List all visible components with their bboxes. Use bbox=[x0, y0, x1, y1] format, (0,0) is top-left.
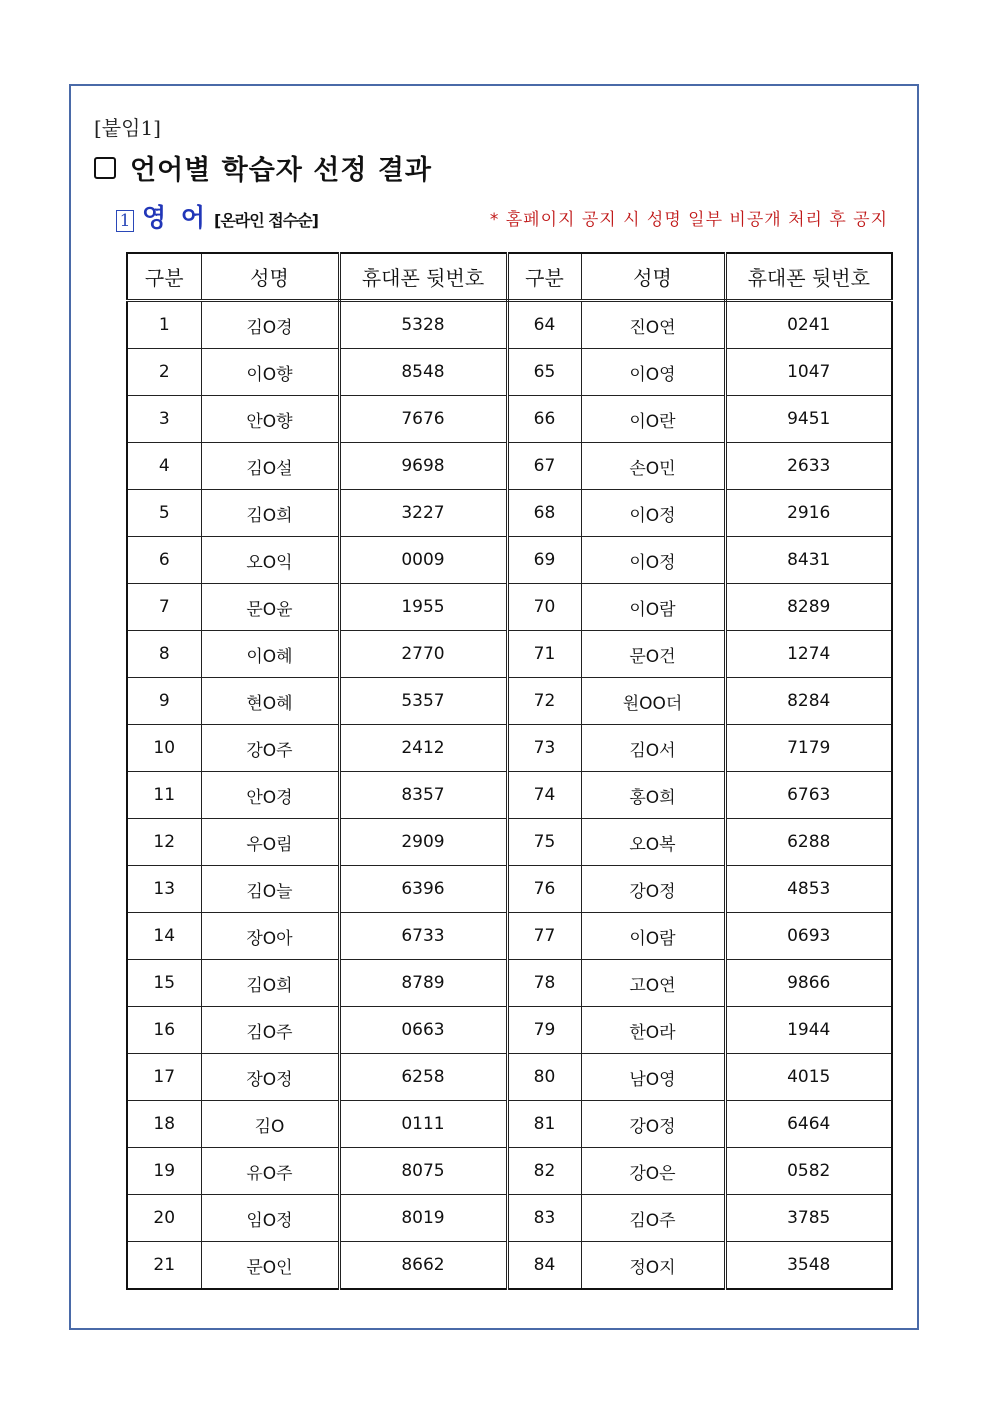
table-cell: 우O림 bbox=[201, 819, 339, 866]
table-row bbox=[127, 819, 892, 866]
table-cell: 강O주 bbox=[201, 725, 339, 772]
table-cell: 2412 bbox=[339, 725, 507, 772]
table-cell: 80 bbox=[507, 1054, 581, 1101]
table-cell: 1274 bbox=[725, 631, 892, 678]
table-cell: 1 bbox=[127, 301, 201, 349]
table-cell: 김O설 bbox=[201, 443, 339, 490]
table-cell: 77 bbox=[507, 913, 581, 960]
table-cell: 이O혜 bbox=[201, 631, 339, 678]
table-cell: 0009 bbox=[339, 537, 507, 584]
table-row bbox=[127, 1054, 892, 1101]
table-cell: 손O민 bbox=[581, 443, 725, 490]
table-cell: 오O익 bbox=[201, 537, 339, 584]
table-cell: 73 bbox=[507, 725, 581, 772]
header-name-left: 성명 bbox=[201, 253, 339, 301]
table-row bbox=[127, 537, 892, 584]
table-body bbox=[127, 301, 892, 1290]
table-cell: 안O향 bbox=[201, 396, 339, 443]
table-cell: 8 bbox=[127, 631, 201, 678]
table-cell: 5328 bbox=[339, 301, 507, 349]
table-cell: 2909 bbox=[339, 819, 507, 866]
title-row bbox=[94, 148, 432, 187]
table-row bbox=[127, 443, 892, 490]
section-number: 1 bbox=[116, 210, 134, 232]
table-cell: 6 bbox=[127, 537, 201, 584]
table-cell: 강O은 bbox=[581, 1148, 725, 1195]
table-cell: 문O윤 bbox=[201, 584, 339, 631]
table-cell: 김O희 bbox=[201, 960, 339, 1007]
table-cell: 장O아 bbox=[201, 913, 339, 960]
table-cell: 김O주 bbox=[201, 1007, 339, 1054]
table-cell: 9698 bbox=[339, 443, 507, 490]
table-cell: 2770 bbox=[339, 631, 507, 678]
privacy-notice: * 홈페이지 공지 시 성명 일부 비공개 처리 후 공지 bbox=[489, 210, 888, 230]
table-cell: 김O경 bbox=[201, 301, 339, 349]
table-cell: 68 bbox=[507, 490, 581, 537]
table-cell: 1047 bbox=[725, 349, 892, 396]
table-cell: 장O정 bbox=[201, 1054, 339, 1101]
table-cell: 유O주 bbox=[201, 1148, 339, 1195]
table-cell: 3548 bbox=[725, 1242, 892, 1290]
table-row bbox=[127, 1242, 892, 1290]
table-cell: 김O bbox=[201, 1101, 339, 1148]
table-cell: 78 bbox=[507, 960, 581, 1007]
table-cell: 6288 bbox=[725, 819, 892, 866]
table-cell: 김O희 bbox=[201, 490, 339, 537]
table-cell: 한O라 bbox=[581, 1007, 725, 1054]
table-cell: 8431 bbox=[725, 537, 892, 584]
table-cell: 이O영 bbox=[581, 349, 725, 396]
table-cell: 8548 bbox=[339, 349, 507, 396]
table-cell: 5 bbox=[127, 490, 201, 537]
table-cell: 6258 bbox=[339, 1054, 507, 1101]
table-row bbox=[127, 490, 892, 537]
table-cell: 16 bbox=[127, 1007, 201, 1054]
table-cell: 7179 bbox=[725, 725, 892, 772]
table-cell: 오O복 bbox=[581, 819, 725, 866]
table-row bbox=[127, 960, 892, 1007]
table-cell: 6396 bbox=[339, 866, 507, 913]
section-heading bbox=[116, 198, 318, 234]
table-cell: 이O정 bbox=[581, 537, 725, 584]
table-header-row bbox=[127, 253, 892, 301]
table-cell: 6763 bbox=[725, 772, 892, 819]
table-cell: 9866 bbox=[725, 960, 892, 1007]
table-cell: 강O정 bbox=[581, 866, 725, 913]
table-row bbox=[127, 678, 892, 725]
table-cell: 6733 bbox=[339, 913, 507, 960]
table-cell: 84 bbox=[507, 1242, 581, 1290]
table-cell: 82 bbox=[507, 1148, 581, 1195]
table-row bbox=[127, 1007, 892, 1054]
table-cell: 17 bbox=[127, 1054, 201, 1101]
table-cell: 8075 bbox=[339, 1148, 507, 1195]
table-row bbox=[127, 772, 892, 819]
table-cell: 74 bbox=[507, 772, 581, 819]
table-cell: 75 bbox=[507, 819, 581, 866]
table-cell: 김O주 bbox=[581, 1195, 725, 1242]
table-row bbox=[127, 396, 892, 443]
table-cell: 12 bbox=[127, 819, 201, 866]
table-cell: 3 bbox=[127, 396, 201, 443]
table-cell: 11 bbox=[127, 772, 201, 819]
table-cell: 이O향 bbox=[201, 349, 339, 396]
table-cell: 13 bbox=[127, 866, 201, 913]
table-cell: 64 bbox=[507, 301, 581, 349]
table-cell: 홍O희 bbox=[581, 772, 725, 819]
page-title: 언어별 학습자 선정 결과 bbox=[130, 155, 433, 186]
table-cell: 19 bbox=[127, 1148, 201, 1195]
table-cell: 20 bbox=[127, 1195, 201, 1242]
table-cell: 66 bbox=[507, 396, 581, 443]
table-cell: 83 bbox=[507, 1195, 581, 1242]
table-cell: 이O람 bbox=[581, 584, 725, 631]
section-language: 영 어 bbox=[142, 203, 209, 232]
table-row bbox=[127, 631, 892, 678]
table-cell: 4015 bbox=[725, 1054, 892, 1101]
checkbox-icon bbox=[94, 157, 116, 179]
table-row bbox=[127, 349, 892, 396]
header-no-right: 구분 bbox=[507, 253, 581, 301]
table-row bbox=[127, 584, 892, 631]
header-phone-left: 휴대폰 뒷번호 bbox=[339, 253, 507, 301]
table-cell: 김O서 bbox=[581, 725, 725, 772]
table-row bbox=[127, 301, 892, 349]
table-cell: 문O건 bbox=[581, 631, 725, 678]
table-cell: 4853 bbox=[725, 866, 892, 913]
table-cell: 이O람 bbox=[581, 913, 725, 960]
table-cell: 18 bbox=[127, 1101, 201, 1148]
header-name-right: 성명 bbox=[581, 253, 725, 301]
table-cell: 15 bbox=[127, 960, 201, 1007]
table-cell: 0663 bbox=[339, 1007, 507, 1054]
table-cell: 70 bbox=[507, 584, 581, 631]
table-cell: 2633 bbox=[725, 443, 892, 490]
table-cell: 0582 bbox=[725, 1148, 892, 1195]
table-cell: 이O정 bbox=[581, 490, 725, 537]
table-cell: 10 bbox=[127, 725, 201, 772]
table-cell: 2916 bbox=[725, 490, 892, 537]
table-cell: 8357 bbox=[339, 772, 507, 819]
table-cell: 2 bbox=[127, 349, 201, 396]
table-row bbox=[127, 866, 892, 913]
table-cell: 진O연 bbox=[581, 301, 725, 349]
table-cell: 1955 bbox=[339, 584, 507, 631]
table-cell: 이O란 bbox=[581, 396, 725, 443]
table-cell: 65 bbox=[507, 349, 581, 396]
learner-table bbox=[126, 252, 893, 1290]
table-cell: 원OO더 bbox=[581, 678, 725, 725]
table-cell: 79 bbox=[507, 1007, 581, 1054]
table-cell: 5357 bbox=[339, 678, 507, 725]
table-cell: 7676 bbox=[339, 396, 507, 443]
table-cell: 강O정 bbox=[581, 1101, 725, 1148]
table-cell: 남O영 bbox=[581, 1054, 725, 1101]
attachment-label: [붙임1] bbox=[94, 116, 161, 140]
table-cell: 71 bbox=[507, 631, 581, 678]
section-method: [온라인 접수순] bbox=[214, 211, 318, 230]
table-cell: 0693 bbox=[725, 913, 892, 960]
table-row bbox=[127, 913, 892, 960]
table-cell: 3785 bbox=[725, 1195, 892, 1242]
table-cell: 21 bbox=[127, 1242, 201, 1290]
table-cell: 임O정 bbox=[201, 1195, 339, 1242]
table-cell: 76 bbox=[507, 866, 581, 913]
table-cell: 69 bbox=[507, 537, 581, 584]
table-row bbox=[127, 1148, 892, 1195]
table-cell: 7 bbox=[127, 584, 201, 631]
table-cell: 현O혜 bbox=[201, 678, 339, 725]
table-cell: 정O지 bbox=[581, 1242, 725, 1290]
table-row bbox=[127, 1195, 892, 1242]
table-cell: 8019 bbox=[339, 1195, 507, 1242]
table-cell: 0241 bbox=[725, 301, 892, 349]
table-cell: 8789 bbox=[339, 960, 507, 1007]
table-cell: 81 bbox=[507, 1101, 581, 1148]
table-cell: 9451 bbox=[725, 396, 892, 443]
table-cell: 6464 bbox=[725, 1101, 892, 1148]
table-cell: 67 bbox=[507, 443, 581, 490]
table-cell: 1944 bbox=[725, 1007, 892, 1054]
table-cell: 안O경 bbox=[201, 772, 339, 819]
table-cell: 4 bbox=[127, 443, 201, 490]
table-cell: 문O인 bbox=[201, 1242, 339, 1290]
table-row bbox=[127, 725, 892, 772]
table-cell: 김O늘 bbox=[201, 866, 339, 913]
header-phone-right: 휴대폰 뒷번호 bbox=[725, 253, 892, 301]
table-cell: 8289 bbox=[725, 584, 892, 631]
table-row bbox=[127, 1101, 892, 1148]
table-cell: 9 bbox=[127, 678, 201, 725]
table-cell: 고O연 bbox=[581, 960, 725, 1007]
header-no-left: 구분 bbox=[127, 253, 201, 301]
table-cell: 8662 bbox=[339, 1242, 507, 1290]
table-cell: 3227 bbox=[339, 490, 507, 537]
table-cell: 72 bbox=[507, 678, 581, 725]
table-cell: 8284 bbox=[725, 678, 892, 725]
table-cell: 14 bbox=[127, 913, 201, 960]
table-cell: 0111 bbox=[339, 1101, 507, 1148]
